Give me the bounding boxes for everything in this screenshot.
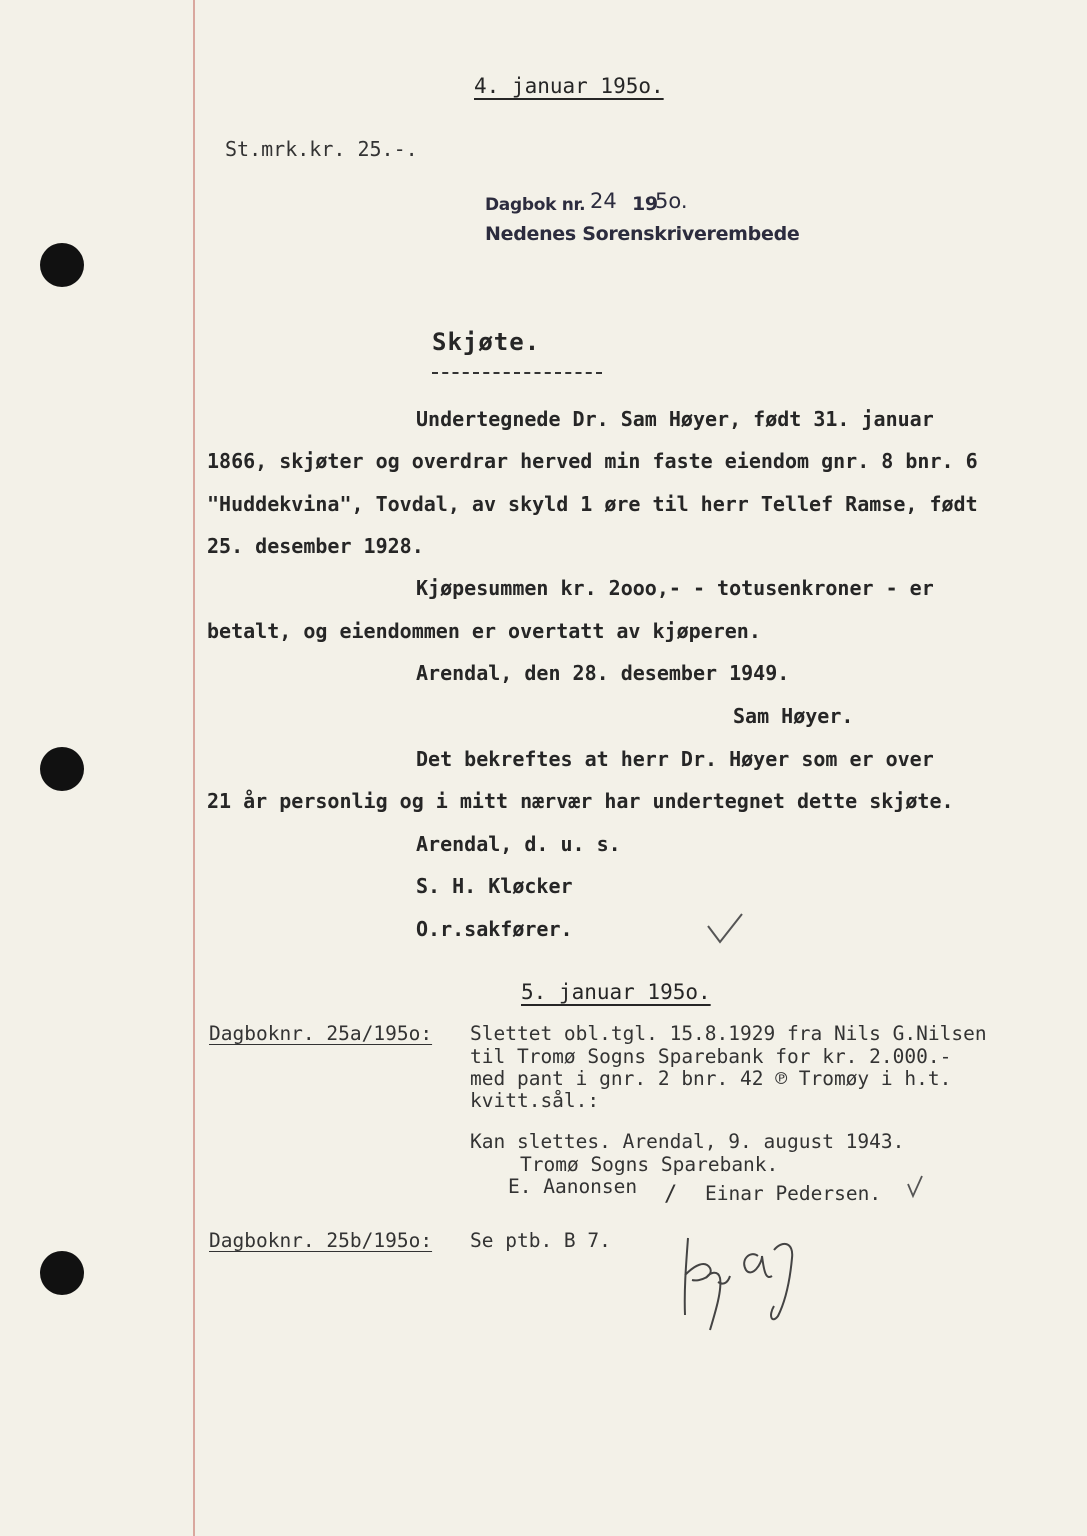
entry-b-label: Dagboknr. 25b/195o: [209,1229,433,1252]
deed-line: Arendal, d. u. s. [416,832,621,856]
deed-line: 25. desember 1928. [207,534,424,558]
entry-a-line: kvitt.sål.: [470,1089,600,1112]
separator-slash: / [664,1182,678,1207]
registry-stamp-label: Dagbok nr. [485,195,586,215]
deed-line: 21 år personlig og i mitt nærvær har undertegnet dette skjøte. [207,789,954,813]
entry-a-label: Dagboknr. 25a/195o: [209,1022,433,1045]
entry-b-text: Se ptb. B 7. [470,1229,611,1252]
deed-line: Kjøpesummen kr. 2ooo,- - totusenkroner - er [416,576,934,600]
deed-line: Det bekreftes at herr Dr. Høyer som er over [416,747,934,771]
release-line: Kan slettes. Arendal, 9. august 1943. [470,1130,905,1153]
deed-line: Arendal, den 28. desember 1949. [416,661,790,685]
registry-stamp-number: 24 [590,189,617,213]
check-mark-icon [905,1174,925,1200]
deed-title: Skjøte. [432,328,541,356]
deed-line: "Huddekvina", Tovdal, av skyld 1 øre til herr Tellef Ramse, født [207,492,978,516]
punch-hole-top [40,243,84,287]
release-line: E. Aanonsen [508,1175,638,1198]
punch-hole-bottom [40,1251,84,1295]
deed-line: Sam Høyer. [733,704,854,728]
deed-line: O.r.sakfører. [416,917,573,941]
handwritten-initials [670,1220,820,1340]
deed-line: S. H. Kløcker [416,874,573,898]
release-line: Einar Pedersen. [705,1182,882,1205]
entries-date: 5. januar 195o. [521,980,711,1004]
check-mark-icon [706,912,746,948]
deed-line: betalt, og eiendommen er overtatt av kjøperen. [207,619,761,643]
entry-a-line: med pant i gnr. 2 bnr. 42 ℗ Tromøy i h.t. [470,1067,952,1090]
registry-stamp-year-prefix: 19 [632,193,658,215]
deed-line: Undertegnede Dr. Sam Høyer, født 31. januar [416,407,934,431]
entry-a-line: til Tromø Sogns Sparebank for kr. 2.000.- [470,1045,952,1068]
registry-office: Nedenes Sorenskriverembede [485,223,800,245]
margin-rule [193,0,195,1536]
release-line: Tromø Sogns Sparebank. [520,1153,779,1176]
punch-hole-middle [40,747,84,791]
deed-line: 1866, skjøter og overdrar herved min faste eiendom gnr. 8 bnr. 6 [207,449,978,473]
entry-a-line: Slettet obl.tgl. 15.8.1929 fra Nils G.Nilsen [470,1022,987,1045]
registry-stamp-year-suffix: 5o. [655,189,688,213]
title-underline [432,372,602,374]
stamp-duty: St.mrk.kr. 25.-. [225,137,418,161]
header-date: 4. januar 195o. [474,74,664,98]
